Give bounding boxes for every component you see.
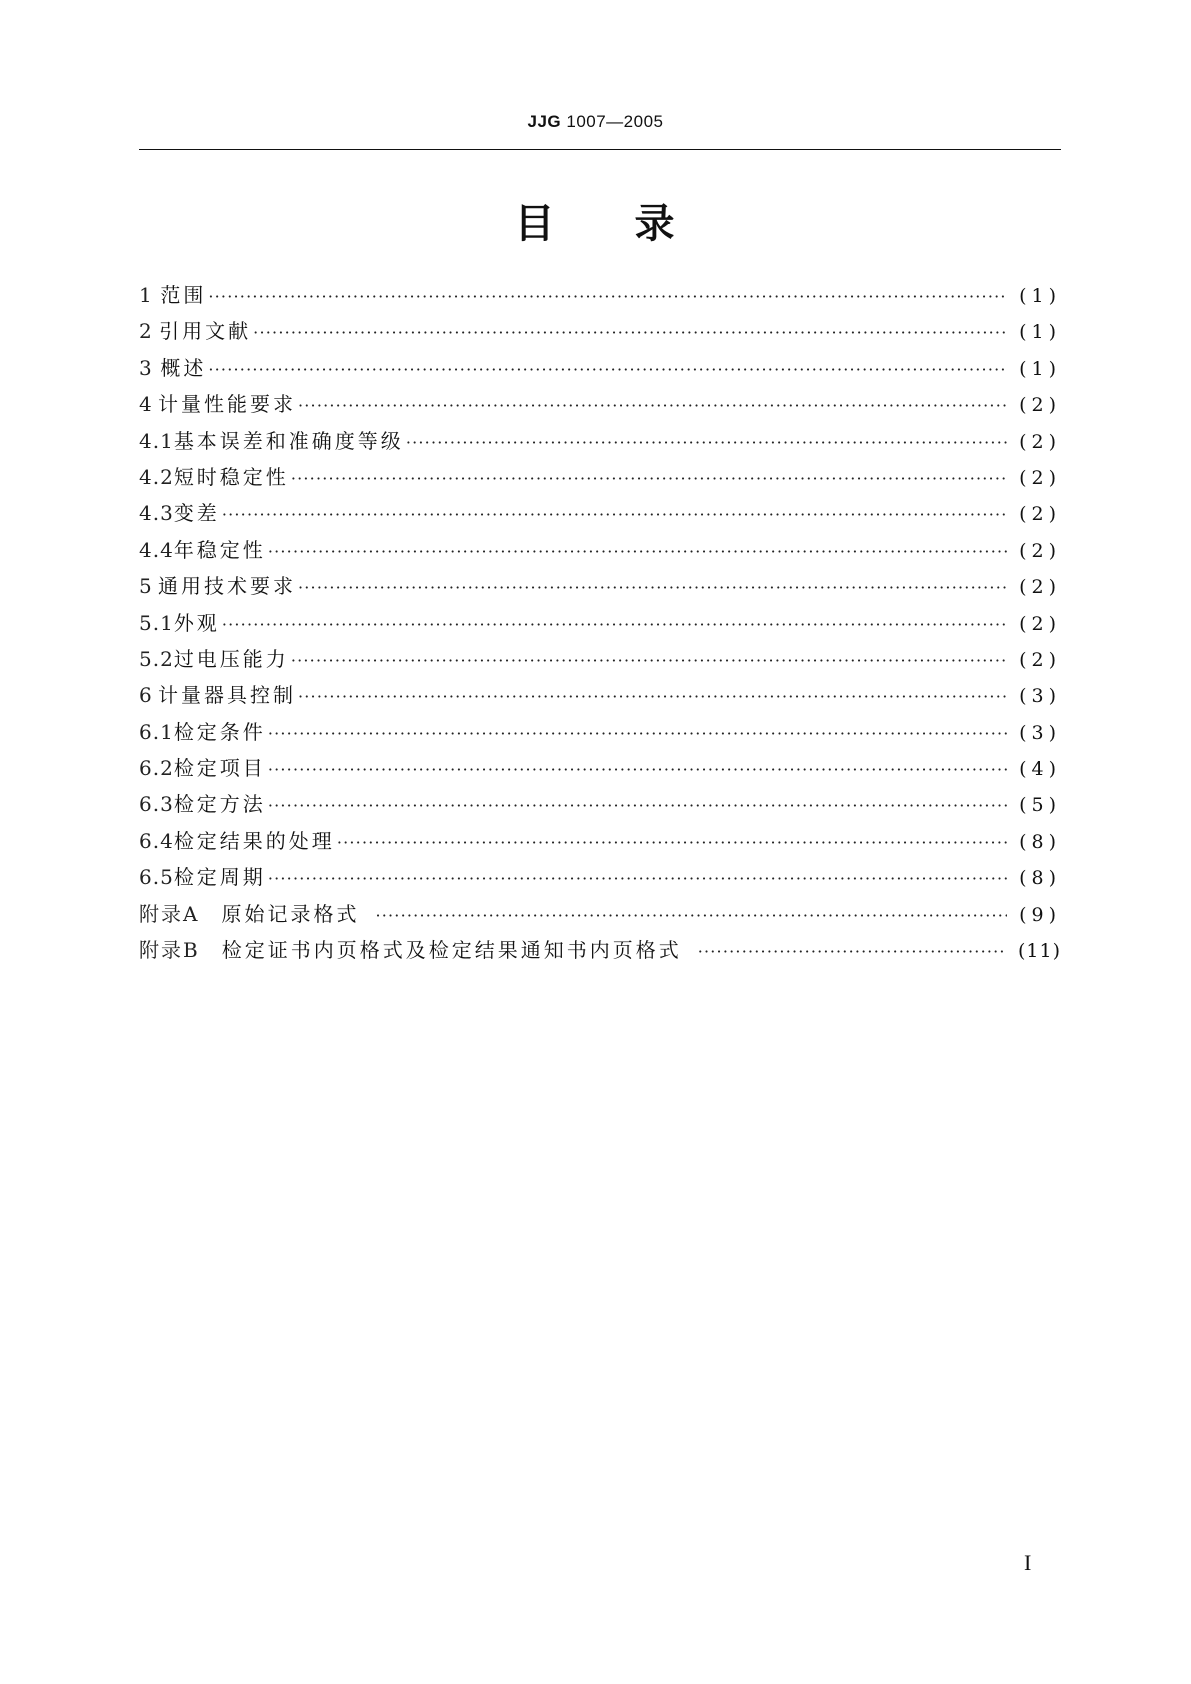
toc-entry-page: (1)	[1019, 321, 1061, 344]
page-number: I	[1024, 1550, 1032, 1575]
standard-number: 1007—2005	[566, 112, 664, 131]
toc-entry-page: (2)	[1019, 576, 1061, 599]
toc-entry[interactable]	[139, 423, 1061, 459]
toc-entry-page: (2)	[1019, 539, 1061, 562]
toc-entry-title: 年稳定性	[173, 537, 266, 562]
toc-entry-number: 5.1	[139, 610, 174, 635]
toc-entry[interactable]	[139, 568, 1061, 604]
toc-dot-leader	[268, 752, 1007, 786]
toc-entry-number: 2	[139, 319, 153, 344]
toc-entry[interactable]	[139, 313, 1061, 349]
toc-entry-title: 范围	[160, 283, 207, 307]
toc-dot-leader	[406, 425, 1007, 459]
toc-entry-page: (8)	[1019, 830, 1061, 853]
toc-entry-page: (2)	[1019, 394, 1061, 417]
toc-dot-leader	[298, 388, 1007, 422]
page-title	[0, 192, 1191, 249]
toc-entry-title: 计量性能要求	[157, 392, 296, 417]
toc-entry-page: (2)	[1019, 503, 1061, 526]
toc-entry-page: (2)	[1019, 612, 1061, 635]
toc-entry-page: (9)	[1019, 903, 1061, 926]
toc-entry-title: 检定结果的处理	[173, 828, 335, 853]
toc-entry[interactable]	[139, 350, 1061, 386]
toc-dot-leader	[253, 315, 1007, 349]
toc-dot-leader	[375, 898, 1007, 932]
toc-entry-number: 3	[139, 355, 153, 380]
toc-dot-leader	[337, 825, 1007, 859]
toc-dot-leader	[268, 788, 1007, 822]
toc-entry[interactable]	[139, 859, 1061, 895]
toc-dot-leader	[291, 461, 1007, 495]
toc-dot-leader	[291, 643, 1007, 677]
toc-entry-page: (2)	[1019, 430, 1061, 453]
toc-dot-leader	[298, 679, 1007, 713]
toc-entry[interactable]	[139, 786, 1061, 822]
toc-entry-title: 变差	[173, 501, 220, 526]
toc-entry[interactable]	[139, 495, 1061, 531]
toc-entry-page: (3)	[1019, 685, 1061, 708]
toc-dot-leader	[222, 497, 1007, 531]
toc-entry-number: 4.2	[139, 464, 174, 489]
toc-entry-title: 概述	[160, 355, 207, 380]
toc-entry-title: 外观	[173, 610, 220, 635]
toc-entry[interactable]	[139, 386, 1061, 422]
toc-entry-number: 4.1	[139, 428, 174, 453]
toc-entry-number: 4.3	[139, 501, 174, 526]
toc-dot-leader	[298, 570, 1007, 604]
toc-entry-title: 引用文献	[159, 319, 252, 344]
toc-entry-page: (5)	[1019, 794, 1061, 817]
toc-entry-page: (2)	[1019, 648, 1061, 671]
toc-entry[interactable]	[139, 459, 1061, 495]
toc-entry-number: 6	[139, 683, 153, 708]
toc-entry-title: 原始记录格式	[221, 901, 360, 926]
toc-dot-leader	[208, 279, 1007, 313]
standard-code: JJG	[527, 112, 562, 131]
toc-entry-title: 过电压能力	[173, 646, 289, 671]
toc-entry-title: 检定方法	[173, 792, 266, 817]
header-rule	[139, 149, 1061, 150]
toc-entry-number: 附录A	[139, 901, 200, 926]
toc-entry-page: (8)	[1019, 867, 1061, 890]
toc-entry[interactable]	[139, 605, 1061, 641]
toc-entry-page: (4)	[1019, 758, 1061, 781]
toc-entry[interactable]	[139, 641, 1061, 677]
toc-entry-page: (1)	[1019, 285, 1061, 307]
toc-entry-title: 检定条件	[173, 719, 266, 744]
toc-entry[interactable]	[139, 750, 1061, 786]
toc-entry-number: 6.1	[139, 719, 174, 744]
table-of-contents	[139, 277, 1061, 968]
title-char-1: 目	[514, 201, 557, 247]
toc-entry-title: 计量器具控制	[157, 683, 296, 708]
toc-entry-title: 通用技术要求	[157, 574, 296, 599]
toc-entry-number: 4.4	[139, 537, 174, 562]
toc-entry-title: 检定证书内页格式及检定结果通知书内页格式	[221, 938, 682, 963]
toc-entry[interactable]	[139, 896, 1061, 932]
toc-entry-title: 基本误差和准确度等级	[173, 428, 404, 453]
title-char-2: 录	[634, 201, 677, 247]
toc-entry-number: 6.4	[139, 828, 174, 853]
toc-entry[interactable]	[139, 532, 1061, 568]
toc-entry-number: 5.2	[139, 646, 174, 671]
toc-entry-title: 检定周期	[173, 865, 266, 890]
toc-entry-title: 检定项目	[173, 756, 266, 781]
toc-entry-title: 短时稳定性	[173, 464, 289, 489]
toc-entry[interactable]	[139, 277, 1061, 313]
toc-entry-number: 4	[139, 392, 153, 417]
toc-entry-number: 附录B	[139, 938, 200, 963]
toc-entry-page: (11)	[1017, 940, 1061, 963]
toc-entry-number: 5	[139, 574, 153, 599]
toc-entry[interactable]	[139, 714, 1061, 750]
toc-entry[interactable]	[139, 677, 1061, 713]
toc-entry-number: 6.3	[139, 792, 174, 817]
toc-entry[interactable]	[139, 823, 1061, 859]
toc-entry-number: 6.2	[139, 756, 174, 781]
toc-entry-number: 1	[139, 283, 153, 307]
toc-dot-leader	[698, 934, 1007, 968]
toc-dot-leader	[268, 861, 1007, 895]
toc-entry-number: 6.5	[139, 865, 174, 890]
page-header	[0, 112, 1191, 132]
toc-entry-page: (2)	[1019, 466, 1061, 489]
toc-dot-leader	[222, 607, 1007, 641]
toc-dot-leader	[268, 534, 1007, 568]
toc-entry-page: (1)	[1019, 357, 1061, 380]
toc-dot-leader	[268, 716, 1007, 750]
toc-entry-page: (3)	[1019, 721, 1061, 744]
toc-entry[interactable]	[139, 932, 1061, 968]
toc-dot-leader	[208, 352, 1007, 386]
